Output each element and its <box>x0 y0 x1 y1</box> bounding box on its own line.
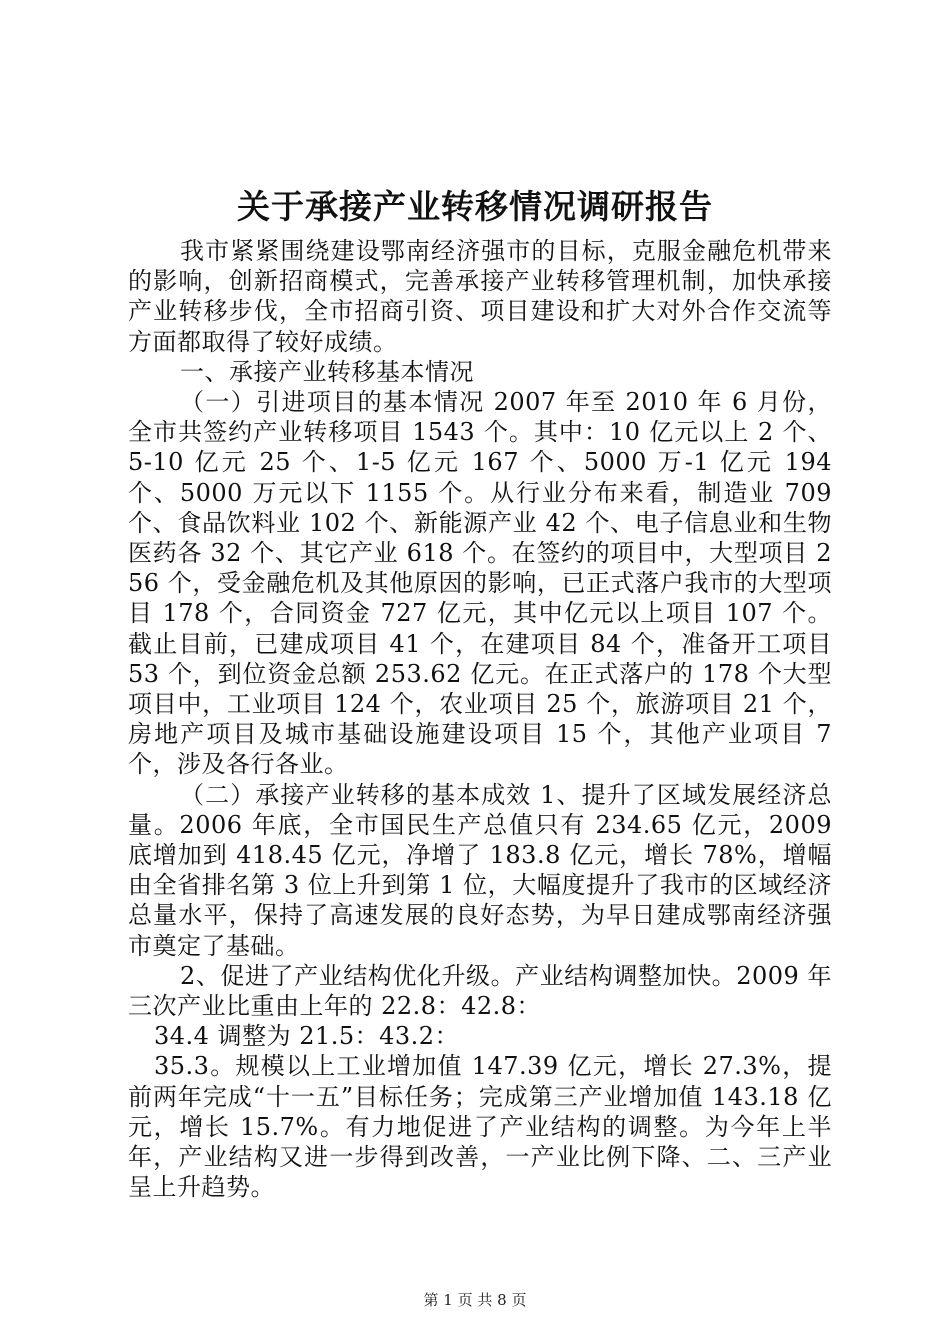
document-title: 关于承接产业转移情况调研报告 <box>237 187 713 226</box>
section-heading-1: 一、承接产业转移基本情况 <box>180 357 474 386</box>
paragraph-structure: 2、促进了产业结构优化升级。产业结构调整加快。2009 年三次产业比重由上年的 22.8：42.8： <box>128 961 832 1021</box>
paragraph-intro: 我市紧紧围绕建设鄂南经济强市的目标，克服金融危机带来的影响，创新招商模式，完善承接产业转移管理机制，加快承接产业转移步伐，全市招商引资、项目建设和扩大对外合作交流等方面都取得了较好成绩。 <box>128 237 832 356</box>
paragraph-ratio: 34.4 调整为 21.5：43.2： <box>154 1022 460 1051</box>
paragraph-projects: （一）引进项目的基本情况 2007 年至 2010 年 6 月份，全市共签约产业转移项目 1543 个。其中：10 亿元以上 2 个、5-10 亿元 25 个、1-5 亿元 167 个、5000 万-1 亿元 194 个、5000 万元以下 1155 个。从行业分布来看，制造业 709 个、食品饮料业 102 个、新能源产业 42 个、电子信息业和生物医药各 32 个、其它产业 618 个。在签约的项目中，大型项目 256 个，受金融危机及其他原因的影响，已正式落户我市的大型项目 178 个，合同资金 727 亿元，其中亿元以上项目 107 个。截止目前，已建成项目 41 个，在建项目 84 个，准备开工项目 53 个，到位资金总额 253.62 亿元。在正式落户的 178 个大型项目中，工业项目 124 个，农业项目 25 个，旅游项目 21 个，房地产项目及城市基础设施建设项目 15 个，其他产业项目 7 个，涉及各行各业。 <box>128 388 832 779</box>
paragraph-industry-value: 35.3。规模以上工业增加值 147.39 亿元，增长 27.3%，提前两年完成“十一五”目标任务；完成第三产业增加值 143.18 亿元，增长 15.7%。有力地促进了产业结构的调整。为今年上半年，产业结构又进一步得到改善，一产业比例下降、二、三产业呈上升趋势。 <box>128 1052 832 1202</box>
document-body <box>128 236 832 1203</box>
paragraph-results: （二）承接产业转移的基本成效 1、提升了区域发展经济总量。2006 年底，全市国民生产总值只有 234.65 亿元，2009 底增加到 418.45 亿元，净增了 183.8 亿元，增长 78%，增幅由全省排名第 3 位上升到第 1 位，大幅度提升了我市的区域经济总量水平，保持了高速发展的良好态势，为早日建成鄂南经济强市奠定了基础。 <box>128 780 832 960</box>
page-number-footer: 第 1 页 共 8 页 <box>423 1291 527 1309</box>
